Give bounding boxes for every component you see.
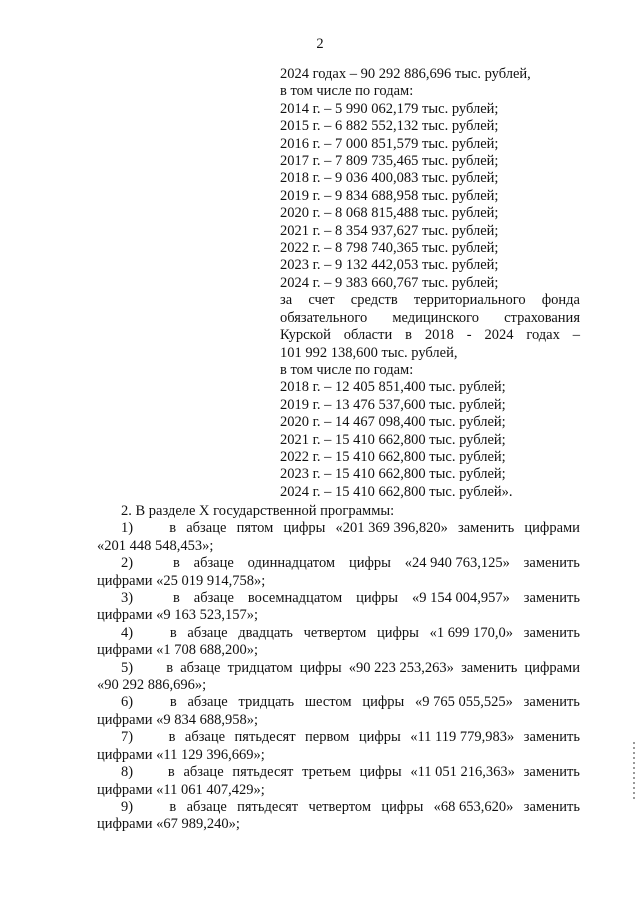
- amendment-continuation: цифрами «67 989,240»;: [97, 816, 240, 833]
- word: пятьдесят: [232, 764, 294, 781]
- word: пятом: [236, 520, 274, 537]
- amendment-item: [97, 729, 580, 764]
- word: первом: [305, 729, 350, 746]
- word: шестом: [304, 694, 352, 711]
- word: «9 765 055,525»: [415, 694, 513, 711]
- word: абзаце: [183, 764, 224, 781]
- word: в: [169, 694, 177, 711]
- text-line: 2023 г. – 9 132 442,053 тыс. рублей;: [280, 257, 499, 274]
- word: тридцатом: [227, 659, 293, 676]
- item-number: 4): [121, 624, 134, 641]
- word: четвертом: [308, 798, 372, 815]
- word: заменить: [523, 624, 580, 641]
- word: тридцать: [238, 694, 295, 711]
- word: цифры: [358, 729, 401, 746]
- word: абзаце: [187, 624, 228, 641]
- word: в: [167, 764, 175, 781]
- word: абзаце: [186, 520, 227, 537]
- item-number: 5): [121, 659, 134, 676]
- fund-year-list: [280, 345, 580, 502]
- text-line: 2022 г. – 8 798 740,365 тыс. рублей;: [280, 240, 499, 257]
- item-number: 2): [121, 555, 134, 572]
- word: в: [169, 798, 177, 815]
- text-line: за счет средств территориального фонда: [280, 292, 580, 309]
- word: восемнадцатом: [247, 590, 343, 607]
- word: заменить: [523, 694, 580, 711]
- word: абзаце: [187, 694, 228, 711]
- amendment-line: [97, 694, 580, 711]
- word: цифры: [356, 590, 399, 607]
- amendment-line: [97, 764, 580, 781]
- text-line: 2020 г. – 8 068 815,488 тыс. рублей;: [280, 205, 499, 222]
- text-line: 2014 г. – 5 990 062,179 тыс. рублей;: [280, 100, 499, 117]
- amendment-list: [97, 520, 580, 833]
- amendment-item: [97, 799, 580, 834]
- word: в: [169, 624, 177, 641]
- text-line: 2017 г. – 7 809 735,465 тыс. рублей;: [280, 153, 499, 170]
- amendment-item: [97, 764, 580, 799]
- text-line: 101 992 138,600 тыс. рублей,: [280, 344, 458, 361]
- word: цифры: [283, 520, 326, 537]
- word: заменить: [523, 729, 580, 746]
- word: третьем: [302, 764, 351, 781]
- amendment-continuation: цифрами «1 708 688,200»;: [97, 642, 259, 659]
- text-line: обязательного медицинского страхования: [280, 309, 580, 326]
- item-number: 8): [121, 764, 134, 781]
- page-number: 2: [316, 36, 324, 52]
- word: пятьдесят: [234, 729, 296, 746]
- word: цифрами: [524, 659, 580, 676]
- word: цифрами: [524, 520, 580, 537]
- word: «9 154 004,957»: [411, 590, 510, 607]
- word: в: [166, 659, 174, 676]
- scan-artifact: [633, 742, 635, 802]
- text-line: 2018 г. – 9 036 400,083 тыс. рублей;: [280, 170, 499, 187]
- text-line: в том числе по годам:: [280, 361, 414, 378]
- amendment-item: [97, 555, 580, 590]
- item-number: 3): [121, 590, 134, 607]
- text-line: 2021 г. – 15 410 662,800 тыс. рублей;: [280, 431, 506, 448]
- word: «11 051 216,363»: [410, 764, 515, 781]
- amendment-continuation: «90 292 886,696»;: [97, 677, 207, 694]
- amendment-line: [97, 625, 580, 642]
- text-line: Курской области в 2018 - 2024 годах –: [280, 327, 580, 344]
- word: цифры: [299, 659, 342, 676]
- amendment-continuation: цифрами «9 834 688,958»;: [97, 711, 259, 728]
- text-line: 2019 г. – 13 476 537,600 тыс. рублей;: [280, 396, 506, 413]
- word: абзаце: [184, 729, 226, 746]
- word: цифры: [348, 555, 391, 572]
- text-line: 2023 г. – 15 410 662,800 тыс. рублей;: [280, 466, 506, 483]
- word: цифры: [381, 798, 424, 815]
- text-line: 2015 г. – 6 882 552,132 тыс. рублей;: [280, 118, 499, 135]
- amendment-line: [97, 520, 580, 537]
- section-amendments: [97, 503, 580, 834]
- item-number: 1): [121, 520, 134, 537]
- amendment-continuation: цифрами «11 061 407,429»;: [97, 781, 265, 798]
- word: «90 223 253,263»: [348, 659, 454, 676]
- financing-block: [280, 66, 580, 501]
- word: заменить: [523, 555, 580, 572]
- text-line: 2024 годах – 90 292 886,696 тыс. рублей,: [280, 66, 531, 82]
- word: одиннадцатом: [247, 555, 336, 572]
- word: абзаце: [180, 659, 221, 676]
- amendment-item: [97, 694, 580, 729]
- item-number: 7): [121, 729, 134, 746]
- amendment-continuation: цифрами «11 129 396,669»;: [97, 746, 265, 763]
- text-line: 2020 г. – 14 467 098,400 тыс. рублей;: [280, 414, 506, 431]
- word: абзаце: [186, 798, 227, 815]
- word: «68 653,620»: [433, 798, 514, 815]
- word: заменить: [458, 520, 515, 537]
- word: в: [172, 555, 180, 572]
- word: цифры: [362, 694, 405, 711]
- word: заменить: [461, 659, 518, 676]
- word: абзаце: [193, 555, 234, 572]
- word: в: [168, 729, 176, 746]
- amendment-line: [97, 660, 580, 677]
- text-line: в том числе по годам:: [280, 83, 414, 100]
- amendment-continuation: цифрами «25 019 914,758»;: [97, 572, 266, 589]
- financing-year-list: [280, 66, 580, 292]
- amendment-line: [97, 555, 580, 572]
- word: цифры: [376, 624, 419, 641]
- word: «1 699 170,0»: [429, 624, 513, 641]
- amendment-item: [97, 590, 580, 625]
- amendment-line: [97, 799, 580, 816]
- word: «201 369 396,820»: [335, 520, 448, 537]
- text-line: 2024 г. – 9 383 660,767 тыс. рублей;: [280, 274, 499, 291]
- word: в: [173, 590, 180, 607]
- amendment-item: [97, 660, 580, 695]
- word: цифры: [359, 764, 402, 781]
- text-line: 2016 г. – 7 000 851,579 тыс. рублей;: [280, 135, 499, 152]
- amendment-item: [97, 520, 580, 555]
- word: в: [169, 520, 177, 537]
- amendment-continuation: цифрами «9 163 523,157»;: [97, 607, 259, 624]
- amendment-continuation: «201 448 548,453»;: [97, 537, 214, 554]
- text-line: 2018 г. – 12 405 851,400 тыс. рублей;: [280, 379, 506, 396]
- word: четвертом: [303, 624, 367, 641]
- word: «11 119 779,983»: [410, 729, 515, 746]
- text-line: 2024 г. – 15 410 662,800 тыс. рублей».: [280, 483, 513, 500]
- word: абзаце: [193, 590, 234, 607]
- amendment-item: [97, 625, 580, 660]
- text-line: 2021 г. – 8 354 937,627 тыс. рублей;: [280, 222, 499, 239]
- text-line: 2019 г. – 9 834 688,958 тыс. рублей;: [280, 187, 499, 204]
- word: пятьдесят: [237, 798, 299, 815]
- amendment-line: [97, 590, 580, 607]
- word: заменить: [523, 590, 580, 607]
- text-line: 2022 г. – 15 410 662,800 тыс. рублей;: [280, 448, 506, 465]
- item-number: 9): [121, 798, 134, 815]
- word: «24 940 763,125»: [404, 555, 510, 572]
- item-number: 6): [121, 694, 134, 711]
- section-heading: 2. В разделе X государственной программы:: [121, 503, 395, 519]
- fund-paragraph: [280, 292, 580, 344]
- word: заменить: [523, 798, 580, 815]
- amendment-line: [97, 729, 580, 746]
- word: заменить: [523, 764, 580, 781]
- word: двадцать: [238, 624, 293, 641]
